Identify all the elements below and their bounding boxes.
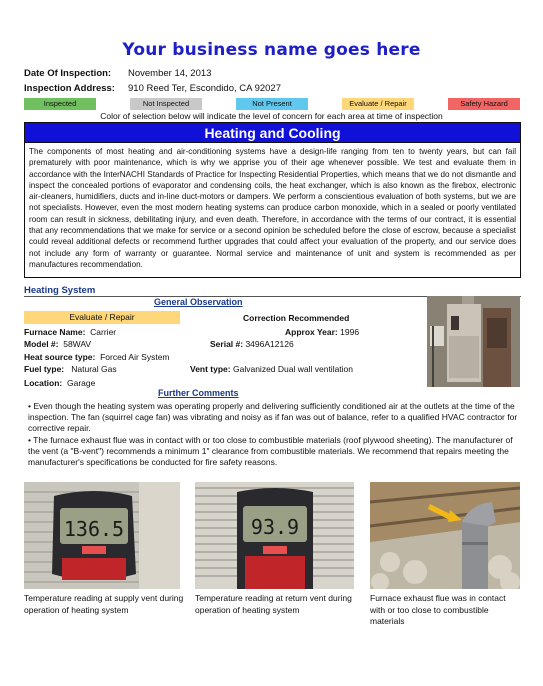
section-title: Heating and Cooling <box>25 123 520 143</box>
model-field <box>24 339 91 349</box>
legend-evaluate-repair: Evaluate / Repair <box>342 98 414 110</box>
vent-type-label: Vent type: <box>190 364 231 374</box>
return-vent-photo <box>195 482 354 589</box>
further-comments-heading: Further Comments <box>158 388 239 398</box>
heat-source-field <box>24 352 170 362</box>
status-legend <box>24 98 520 110</box>
fuel-type-label: Fuel type: <box>24 364 65 374</box>
approx-year-value: 1996 <box>340 327 360 337</box>
furnace-photo <box>427 296 520 387</box>
approx-year-label: Approx Year: <box>285 327 338 337</box>
general-observation-heading: General Observation <box>154 297 243 307</box>
business-name: Your business name goes here <box>122 40 421 60</box>
legend-safety-hazard: Safety Hazard <box>448 98 520 110</box>
comment-item: • Even though the heating system was operating properly and delivering sufficiently conditioned air at the outlets at the time of the inspection. The fan (squirrel cage fan) was vibrating and noisy as if fan was out of balance, refer to a qualified HVAC contractor for corrective repair. <box>28 401 518 433</box>
correction-recommended: Correction Recommended <box>243 313 350 323</box>
model-label: Model #: <box>24 339 59 349</box>
location-value: Garage <box>66 378 96 388</box>
legend-not-present: Not Present <box>236 98 308 110</box>
supply-vent-caption: Temperature reading at supply vent during operation of heating system <box>24 593 184 615</box>
return-reading: 93.9 <box>250 515 300 539</box>
furnace-name-label: Furnace Name: <box>24 327 86 337</box>
furnace-name-value: Carrier <box>90 327 117 337</box>
furnace-name-field <box>24 327 116 337</box>
legend-inspected: Inspected <box>24 98 96 110</box>
section-body: The components of most heating and air-conditioning systems have a design-life ranging from ten to twenty years, but can fail prematurely with poor maintenance, which is why we apprise you of their age whenever possible. We test and evaluate them in accordance with the InterNACHI Standards of Practice for Inspecting Residential Properties, which means that we do not dismantle and inspect the concealed portions of evaporator and condensing coils, the heat exchanger, which is also known as the firebox, electronic air-cleaners, humidifiers, ducts and in-line duct-motors or dampers. We perform a conscientious evaluation of both systems, but we are not specialists. However, even the most modern heating systems can produce carbon monoxide, which in a sealed or poorly ventilated room can result in sickness, debilitating injury, and even death. Therefore, in accordance with the terms of our contract, it is essential that any recommendations that we make for service or a second opinion be scheduled before the close of escrow, because a specialist could reveal additional defects or recommend further upgrades that could affect your evaluation of the property, and our service does not include any form of warranty or guarantee. Normal service and maintenance of unit and system is recommended as per manufactures recommendation. <box>29 147 516 269</box>
return-vent-caption: Temperature reading at return vent during operation of heating system <box>195 593 352 615</box>
fuel-type-value: Natural Gas <box>71 364 117 374</box>
serial-value: 3496A12126 <box>245 339 294 349</box>
inspection-address-row <box>24 83 281 94</box>
heat-source-value: Forced Air System <box>100 352 170 362</box>
legend-note: Color of selection below will indicate the level of concern for each area at time of inspection <box>100 111 443 121</box>
heat-source-label: Heat source type: <box>24 352 96 362</box>
heating-system-title: Heating System <box>24 285 96 296</box>
vent-type-field <box>190 364 353 374</box>
attic-flue-photo <box>370 482 520 589</box>
comments-list <box>28 401 520 469</box>
model-value: 58WAV <box>63 339 92 349</box>
vent-type-value: Galvanized Dual wall ventilation <box>233 364 354 374</box>
approx-year-field <box>285 327 359 337</box>
supply-reading: 136.5 <box>63 517 125 541</box>
inspection-address-label: Inspection Address: <box>24 83 115 94</box>
fuel-type-field <box>24 364 117 374</box>
inspection-address-value: 910 Reed Ter, Escondido, CA 92027 <box>128 83 281 94</box>
heating-cooling-section <box>24 122 521 278</box>
inspection-date-row <box>24 68 211 79</box>
attic-flue-caption: Furnace exhaust flue was in contact with or too close to combustible materials <box>370 593 506 626</box>
inspection-date-value: November 14, 2013 <box>128 68 212 79</box>
location-field <box>24 378 95 388</box>
legend-not-inspected: Not Inspected <box>130 98 202 110</box>
inspection-date-label: Date Of Inspection: <box>24 68 112 79</box>
supply-vent-photo <box>24 482 180 589</box>
serial-field <box>210 339 294 349</box>
comment-item: • The furnace exhaust flue was in contact with or too close to combustible materials (roof plywood sheeting). The manufacturer of the vent (a "B-vent") recommends a minimum 1" clearance from combustible materials. We recommend that repairs meeting the manufacturer's specifications be conducted for fire safety reasons. <box>28 435 513 467</box>
location-label: Location: <box>24 378 63 388</box>
serial-label: Serial #: <box>210 339 244 349</box>
status-badge: Evaluate / Repair <box>24 311 180 324</box>
